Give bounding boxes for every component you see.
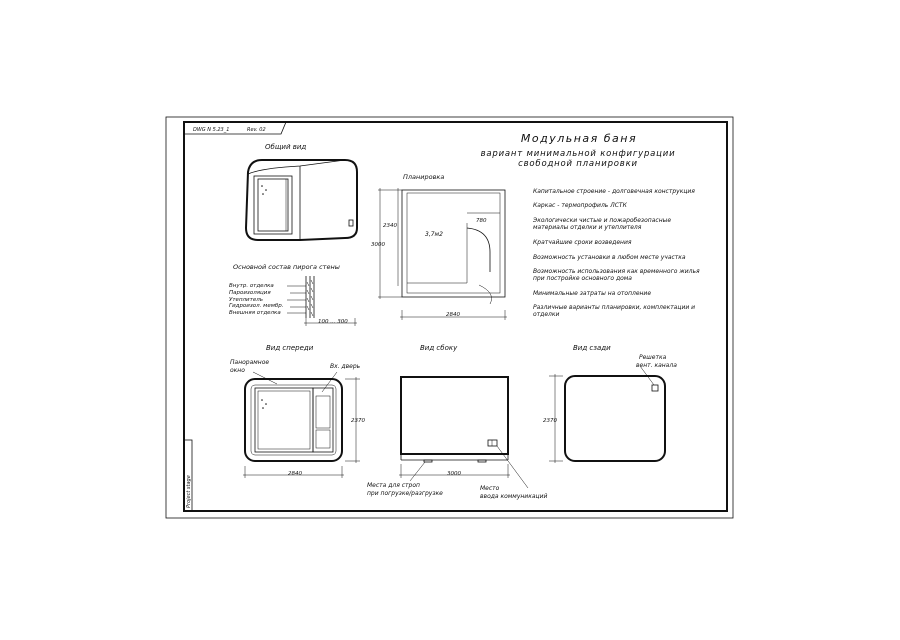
front-dim-height: 2370 (351, 418, 365, 424)
drawing-number: DWG N 5.23_1 (193, 127, 230, 133)
back-dim-height: 2370 (543, 418, 557, 424)
wall-layer-list (229, 283, 284, 316)
feature-3-cont: материалы отделки и утеплителя (533, 224, 642, 231)
front-view-label: Вид спереди (266, 344, 314, 352)
wall-thickness: 100 ... 300 (318, 319, 348, 325)
front-view-drawing (243, 372, 360, 478)
wall-layer-5: Внешняя отделка (229, 310, 281, 316)
feature-2: Каркас - термопрофиль ЛСТК (533, 202, 627, 209)
features-list (532, 188, 700, 318)
plan-drawing (378, 188, 507, 320)
plan-dim-width: 2840 (446, 312, 460, 318)
title-line2: свободной планировки (518, 159, 638, 169)
feature-8-cont: отделки (533, 311, 560, 318)
plan-dim-height: 2340 (383, 223, 397, 229)
vent-label-2: вент. канала (636, 362, 677, 369)
window-label-1: Панорамное (230, 359, 270, 366)
side-view-drawing (399, 377, 528, 488)
title-main: Модульная баня (520, 132, 638, 145)
wall-section-label: Основной состав пирога стены (233, 263, 340, 271)
plan-label: Планировка (403, 173, 445, 181)
feature-5: Возможность установки в любом месте участка (533, 254, 686, 261)
window-label-2: окно (230, 367, 245, 374)
wall-layer-2: Пароизоляция (229, 290, 271, 296)
utility-label-2: ввода коммуникаций (480, 493, 548, 500)
general-view-drawing (246, 160, 357, 240)
feature-3: Экологически чистые и пожаробезопасные (533, 217, 672, 224)
sling-label-1: Места для строп (367, 482, 420, 489)
revision: Rev. 02 (247, 127, 266, 133)
back-view-drawing (549, 366, 665, 463)
feature-6-cont: при постройке основного дома (533, 275, 632, 282)
door-label: Вх. дверь (330, 363, 361, 370)
front-dim-width: 2840 (288, 471, 302, 477)
utility-label-1: Место (480, 485, 500, 492)
side-view-label: Вид сбоку (420, 344, 458, 352)
feature-1: Капитальное строение - долговечная конструкция (533, 188, 695, 195)
sling-label-2: при погрузке/разгрузке (367, 490, 443, 497)
stage-label: Project stage (186, 475, 192, 508)
feature-8: Различные варианты планировки, комплектации и (533, 304, 696, 311)
wall-layer-1: Внутр. отделка (229, 283, 274, 289)
vent-label-1: Решетка (639, 354, 667, 361)
feature-4: Кратчайшие сроки возведения (533, 239, 632, 246)
plan-area: 3,7м2 (425, 231, 443, 238)
general-view-label: Общий вид (265, 143, 307, 151)
plan-dim-door: 780 (476, 218, 487, 224)
plan-dim-total: 3000 (371, 242, 385, 248)
feature-7: Минимальные затраты на отопление (533, 290, 652, 297)
wall-layer-3: Утеплитель (229, 297, 263, 303)
back-view-label: Вид сзади (573, 344, 611, 352)
wall-layer-4: Гидроизол. мембр. (229, 303, 284, 309)
title-line1: вариант минимальной конфигурации (480, 149, 676, 159)
feature-6: Возможность использования как временного жилья (533, 268, 700, 275)
side-dim-width: 3000 (447, 471, 461, 477)
